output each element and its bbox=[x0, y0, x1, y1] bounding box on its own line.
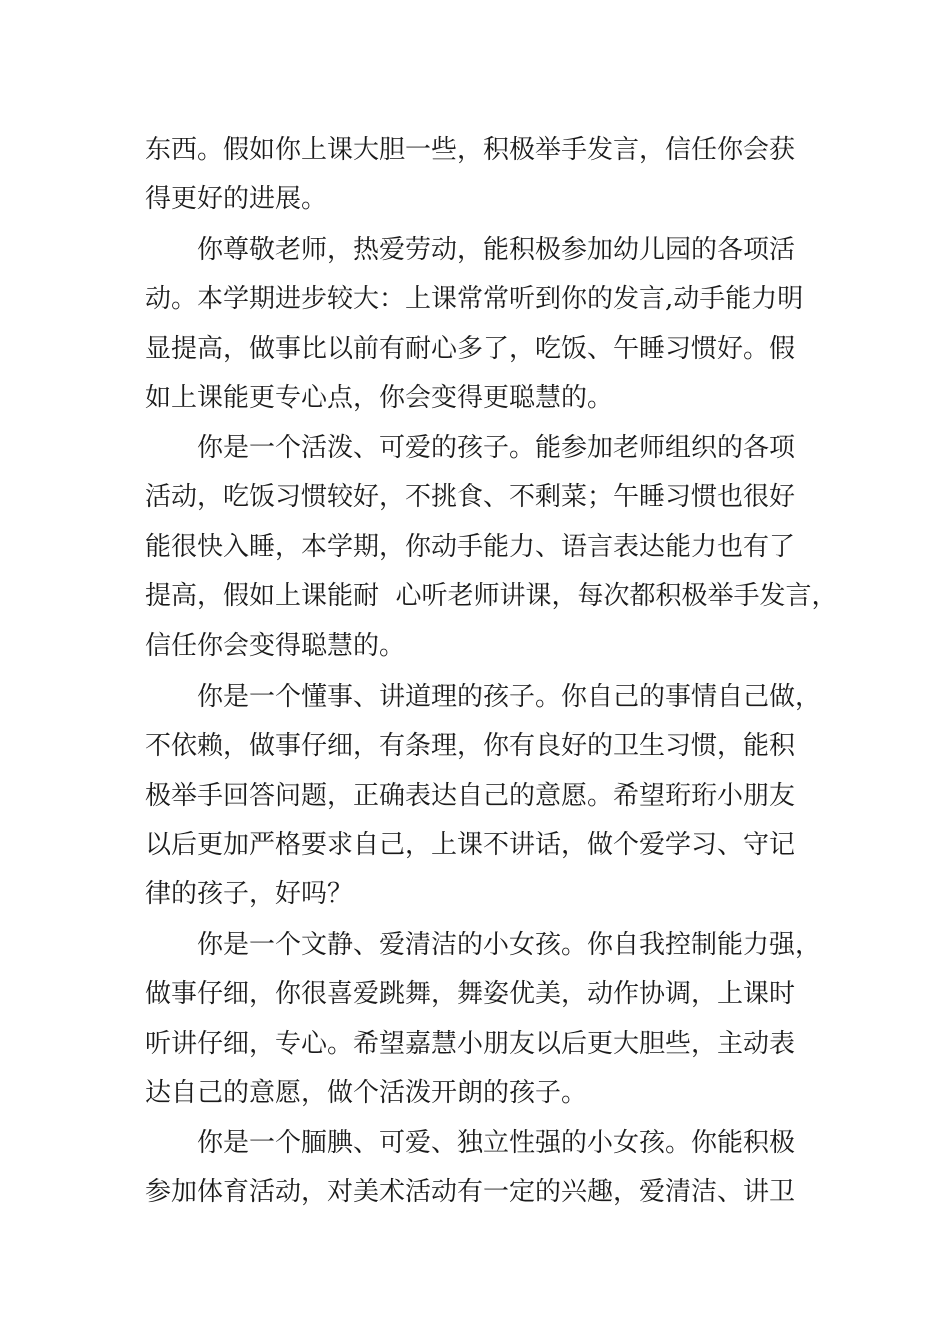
text-line: 做事仔细，你很喜爱跳舞，舞姿优美，动作协调，上课时 bbox=[145, 979, 796, 1009]
text-line: 你是一个懂事、讲道理的孩子。你自己的事情自己做， bbox=[145, 682, 822, 712]
text-line: 听讲仔细，专心。希望嘉慧小朋友以后更大胆些，主动表 bbox=[145, 1029, 796, 1059]
text-line: 你是一个文静、爱清洁的小女孩。你自我控制能力强， bbox=[145, 930, 822, 960]
text-line: 信任你会变得聪慧的。 bbox=[145, 631, 406, 661]
text-line: 不依赖，做事仔细，有条理，你有良好的卫生习惯，能积 bbox=[145, 731, 796, 761]
text-line: 达自己的意愿，做个活泼开朗的孩子。 bbox=[145, 1078, 588, 1108]
text-line: 显提高，做事比以前有耐心多了，吃饭、午睡习惯好。假 bbox=[145, 334, 796, 364]
text-line: 参加体育活动，对美术活动有一定的兴趣，爱清洁、讲卫 bbox=[145, 1177, 796, 1207]
text-line: 你是一个活泼、可爱的孩子。能参加老师组织的各项 bbox=[145, 433, 796, 463]
text-line: 极举手回答问题，正确表达自己的意愿。希望珩珩小朋友 bbox=[145, 781, 796, 811]
text-line: 动。本学期进步较大：上课常常听到你的发言,动手能力明 bbox=[145, 284, 804, 314]
text-line: 如上课能更专心点，你会变得更聪慧的。 bbox=[145, 383, 614, 413]
text-line: 活动，吃饭习惯较好，不挑食、不剩菜；午睡习惯也很好 bbox=[145, 482, 796, 512]
text-line: 东西。假如你上课大胆一些，积极举手发言，信任你会获 bbox=[145, 135, 796, 165]
text-line: 律的孩子，好吗？ bbox=[145, 879, 354, 909]
text-line: 你尊敬老师，热爱劳动，能积极参加幼儿园的各项活 bbox=[145, 235, 796, 265]
text-line: 提高，假如上课能耐 心听老师讲课，每次都积极举手发言， bbox=[145, 581, 838, 611]
text-line: 得更好的进展。 bbox=[145, 184, 328, 214]
text-line: 能很快入睡，本学期，你动手能力、语言表达能力也有了 bbox=[145, 532, 796, 562]
text-line: 你是一个腼腆、可爱、独立性强的小女孩。你能积极 bbox=[145, 1128, 796, 1158]
text-line: 以后更加严格要求自己，上课不讲话，做个爱学习、守记 bbox=[145, 830, 796, 860]
